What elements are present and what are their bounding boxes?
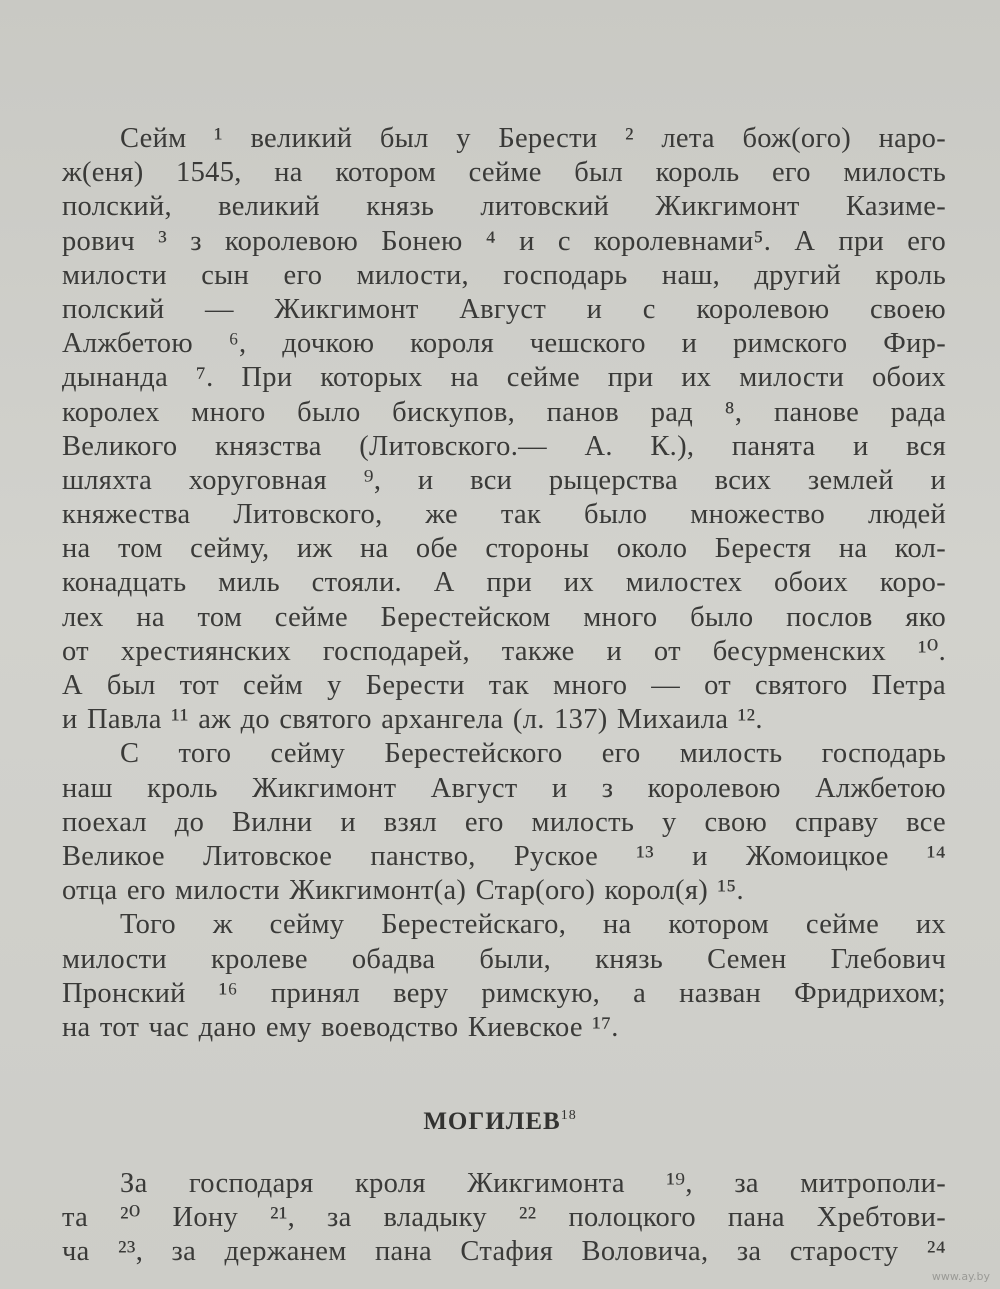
text-line: поехал до Вилни и взял его милость у свою справу все: [62, 806, 946, 838]
text-line: княжества Литовского, же так было множество людей: [62, 499, 946, 531]
text-line: За господаря кроля Жикгимонта ¹⁹, за митрополи-: [120, 1168, 946, 1199]
paragraph-seim: [62, 122, 946, 1045]
text-line: милости сын его милости, господарь наш, другий кроль: [62, 259, 946, 291]
text-line: С того сейму Берестейского его милость господарь: [120, 738, 946, 770]
text-line: конадцать миль стояли. А при их милостех обоих коро-: [62, 567, 946, 599]
paragraph-mogilev: [62, 1167, 946, 1270]
text-line: и Павла ¹¹ аж до святого архангела (л. 137) Михаила ¹².: [62, 704, 763, 736]
text-line: Великого князства (Литовского.— А. К.), панята и вся: [62, 430, 946, 462]
text-line: Пронский ¹⁶ принял веру римскую, а назван Фридрихом;: [62, 977, 946, 1009]
text-line: Великое Литовское панство, Руское ¹³ и Жомоицкое ¹⁴: [62, 840, 946, 872]
text-line: от хрестиянских господарей, также и от бесурменских ¹⁰.: [62, 635, 946, 667]
text-line: Сейм ¹ великий был у Берести ² лета бож(ого) наро-: [120, 123, 946, 154]
text-line: милости кролеве обадва были, князь Семен Глебович: [62, 943, 946, 975]
text-line: Того ж сейму Берестейскаго, на котором сейме их: [120, 909, 946, 941]
text-line: лех на том сейме Берестейском много было послов яко: [62, 601, 946, 633]
text-line: дынанда ⁷. При которых на сейме при их милости обоих: [62, 362, 946, 394]
text-line: наш кроль Жикгимонт Август и з королевою Алжбетою: [62, 772, 946, 804]
text-line: А был тот сейм у Берести так много — от святого Петра: [62, 670, 946, 701]
text-line: отца его милости Жикгимонт(а) Стар(ого) корол(я) ¹⁵.: [62, 875, 744, 907]
text-line: ж(еня) 1545, на котором сейме был король его милость: [62, 157, 946, 189]
text-line: шляхта хоруговная ⁹, и вси рыцерства всих землей и: [62, 464, 946, 496]
watermark: www.ay.by: [931, 1270, 990, 1283]
text-line: рович ³ з королевою Бонею ⁴ и с королевнами⁵. А при его: [62, 225, 946, 257]
text-line: ча ²³, за держанем пана Стафия Воловича, за старосту ²⁴: [62, 1236, 946, 1268]
text-line: королех много было бискупов, панов рад ⁸, панове рада: [62, 396, 946, 428]
text-line: на тот час дано ему воеводство Киевское ¹⁷.: [62, 1011, 619, 1043]
section-title: МОГИЛЕВ: [423, 1108, 561, 1135]
text-line: на том сейму, иж на обе стороны около Берестя на кол-: [62, 533, 946, 565]
text-line: полский, великий князь литовский Жикгимонт Казиме-: [62, 191, 946, 223]
text-line: полский — Жикгимонт Август и с королевою своею: [62, 293, 946, 325]
footnote-marker: 18: [560, 1108, 577, 1123]
text-line: та ²⁰ Иону ²¹, за владыку ²² полоцкого пана Хребтови-: [62, 1202, 946, 1234]
section-heading: [0, 1108, 1000, 1136]
text-line: Алжбетою ⁶, дочкою короля чешского и римского Фир-: [62, 328, 946, 360]
